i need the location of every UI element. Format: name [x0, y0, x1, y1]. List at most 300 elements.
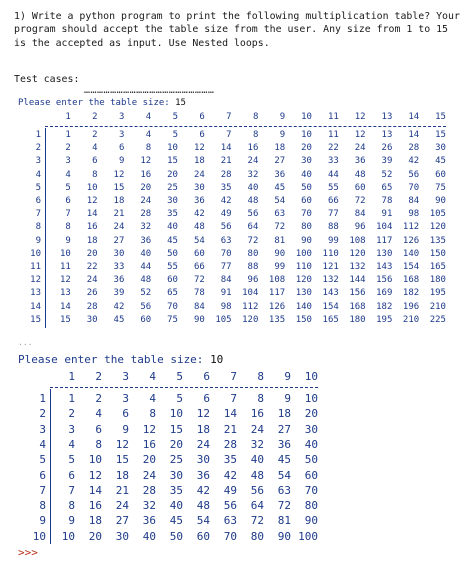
table-cell: 81: [277, 514, 291, 528]
table-cell: 30: [301, 156, 312, 167]
table-cell: 60: [140, 314, 152, 325]
column-header: 4: [149, 370, 156, 383]
table-cell: 2: [68, 407, 75, 421]
table-cell: 96: [247, 275, 259, 286]
table-cell: 44: [327, 169, 339, 180]
table-cell: 6: [199, 130, 205, 140]
table-cell: 72: [193, 275, 205, 286]
column-header: 2: [95, 370, 102, 383]
table-cell: 18: [115, 468, 129, 482]
table-cell: 56: [220, 222, 232, 233]
column-header: 9: [284, 370, 291, 383]
table-cell: 7: [226, 130, 232, 140]
table-cell: 104: [242, 288, 259, 299]
table-cell: 18: [88, 514, 102, 528]
table-cell: 66: [327, 196, 339, 206]
table-cell: 30: [196, 453, 210, 467]
table-cell: 150: [295, 314, 312, 325]
column-header: 10: [301, 112, 312, 122]
row-label: 4: [39, 437, 46, 451]
table-cell: 55: [327, 182, 339, 193]
table-cell: 24: [250, 422, 264, 436]
table-cell: 12: [140, 156, 152, 167]
table-cell: 14: [86, 209, 98, 220]
row-label: 13: [30, 288, 41, 299]
table-cell: 120: [429, 222, 446, 233]
table-cell: 60: [193, 248, 205, 259]
table-cell: 32: [140, 222, 152, 233]
table-cell: 27: [274, 156, 286, 167]
table-cell: 42: [113, 301, 125, 312]
table-cell: 18: [196, 422, 210, 436]
header-separator: [50, 387, 318, 388]
question-text: 1) Write a python program to print the following multiplication table? Your program should accept the table size from the user. Any size from 1 to 15 is the accepted as input. Use Nested loops.: [14, 11, 466, 49]
table-cell: 12: [86, 196, 98, 206]
table-cell: 140: [402, 248, 420, 259]
row-label: 9: [35, 235, 41, 246]
table-cell: 78: [193, 288, 205, 299]
column-header: 15: [435, 112, 446, 122]
table-cell: 99: [327, 235, 339, 246]
column-header: 5: [172, 112, 178, 122]
table-cell: 24: [193, 169, 205, 180]
table-cell: 165: [429, 262, 446, 272]
table-cell: 3: [118, 130, 125, 140]
table-cell: 66: [193, 262, 205, 272]
table-cell: 40: [247, 182, 259, 193]
table-cell: 20: [140, 182, 152, 193]
row-label: 9: [39, 514, 46, 528]
table-cell: 120: [242, 314, 259, 325]
table-cell: 28: [223, 437, 237, 451]
table-cell: 4: [95, 407, 102, 421]
table-cell: 120: [295, 275, 312, 286]
table-cell: 112: [242, 301, 259, 312]
table-cell: 165: [322, 314, 339, 325]
table-cell: 26: [381, 143, 393, 154]
table-cell: 3: [122, 392, 129, 405]
table-cell: 20: [88, 529, 102, 543]
table-cell: 91: [381, 209, 393, 220]
table-cell: 210: [402, 314, 420, 325]
table-cell: 39: [113, 288, 125, 299]
table-cell: 33: [113, 262, 125, 272]
row-label: 8: [35, 222, 41, 233]
table-cell: 49: [220, 209, 232, 220]
table-cell: 10: [88, 453, 102, 467]
table-cell: 72: [247, 235, 259, 246]
table-cell: 80: [250, 529, 264, 543]
console-screenshot-size-10: [14, 352, 414, 558]
table-cell: 32: [142, 499, 156, 513]
table-cell: 121: [322, 262, 339, 272]
row-label: 3: [35, 156, 41, 167]
python-repl-prompt: >>>: [18, 546, 38, 559]
table-cell: 70: [167, 301, 178, 312]
table-cell: 8: [257, 392, 264, 405]
table-cell: 108: [349, 235, 366, 246]
table-cell: 75: [435, 182, 446, 193]
size-prompt: Please enter the table size: 15: [18, 98, 186, 108]
table-cell: 15: [59, 314, 71, 325]
table-cell: 54: [193, 235, 205, 246]
table-cell: 65: [167, 288, 178, 299]
column-header: 13: [381, 112, 393, 122]
table-cell: 56: [140, 301, 152, 312]
table-cell: 30: [86, 314, 98, 325]
table-cell: 77: [327, 209, 339, 220]
table-cell: 10: [301, 130, 312, 140]
table-cell: 7: [65, 209, 71, 220]
table-cell: 35: [223, 453, 237, 467]
table-cell: 48: [140, 275, 152, 286]
table-cell: 20: [142, 453, 156, 467]
table-cell: 42: [220, 196, 232, 206]
table-cell: 9: [122, 422, 129, 436]
table-cell: 20: [169, 437, 183, 451]
table-cell: 90: [193, 314, 205, 325]
table-cell: 12: [59, 275, 71, 286]
table-cell: 14: [408, 130, 420, 140]
test-cases-label: Test cases:: [14, 74, 80, 85]
table-cell: 24: [115, 499, 129, 513]
table-cell: 90: [301, 235, 312, 246]
table-cell: 20: [167, 169, 178, 180]
row-label: 3: [39, 422, 46, 436]
table-cell: 88: [247, 262, 259, 272]
table-cell: 45: [167, 235, 178, 246]
table-cell: 18: [113, 196, 125, 206]
table-cell: 70: [408, 182, 420, 193]
table-cell: 90: [277, 529, 291, 543]
table-cell: 60: [304, 468, 318, 482]
column-header: 12: [354, 112, 366, 122]
row-label: 6: [35, 196, 41, 206]
table-cell: 45: [435, 156, 446, 167]
table-cell: 48: [193, 222, 205, 233]
table-cell: 8: [149, 407, 156, 421]
table-cell: 8: [145, 143, 152, 154]
table-cell: 81: [274, 235, 286, 246]
table-cell: 10: [169, 407, 183, 421]
table-cell: 28: [140, 209, 152, 220]
table-cell: 100: [298, 529, 318, 543]
table-cell: 196: [402, 301, 420, 312]
table-cell: 6: [92, 156, 98, 167]
table-cell: 45: [169, 514, 183, 528]
table-cell: 9: [118, 156, 125, 167]
table-cell: 40: [250, 453, 264, 467]
table-cell: 4: [92, 143, 98, 154]
size-value: 10: [210, 353, 224, 366]
table-cell: 7: [230, 392, 237, 405]
table-cell: 36: [274, 169, 286, 180]
table-cell: 105: [429, 209, 446, 220]
row-label: 15: [30, 314, 41, 325]
table-cell: 40: [167, 222, 178, 233]
table-cell: 35: [167, 209, 178, 220]
table-cell: 63: [223, 514, 237, 528]
table-cell: 12: [354, 130, 366, 140]
table-cell: 30: [115, 529, 129, 543]
table-cell: 36: [140, 235, 152, 246]
table-cell: 130: [295, 288, 312, 299]
table-cell: 50: [169, 529, 183, 543]
table-cell: 50: [304, 453, 318, 467]
table-cell: 36: [196, 468, 210, 482]
table-cell: 84: [408, 196, 420, 206]
table-cell: 65: [381, 182, 393, 193]
table-cell: 25: [167, 182, 178, 193]
table-cell: 36: [113, 275, 125, 286]
table-cell: 55: [167, 262, 178, 272]
table-cell: 60: [354, 182, 366, 193]
table-cell: 63: [220, 235, 232, 246]
table-cell: 110: [295, 262, 312, 272]
table-cell: 9: [284, 392, 291, 405]
table-cell: 4: [145, 130, 152, 140]
table-cell: 44: [140, 262, 152, 272]
table-cell: 105: [215, 314, 232, 325]
table-cell: 84: [220, 275, 232, 286]
console-screenshot-size-15: [14, 85, 459, 347]
row-label: 10: [30, 248, 41, 259]
table-cell: 20: [301, 143, 312, 154]
row-label: 14: [30, 301, 41, 312]
table-cell: 28: [86, 301, 98, 312]
table-cell: 1: [68, 392, 75, 405]
column-header: 7: [230, 370, 237, 383]
table-cell: 15: [169, 422, 183, 436]
table-cell: 9: [65, 235, 71, 246]
table-cell: 90: [304, 514, 318, 528]
table-cell: 70: [304, 483, 318, 497]
table-cell: 54: [196, 514, 210, 528]
table-cell: 2: [92, 130, 98, 140]
table-cell: 78: [381, 196, 393, 206]
table-cell: 84: [193, 301, 205, 312]
table-cell: 11: [59, 262, 71, 272]
table-cell: 63: [277, 483, 291, 497]
table-cell: 48: [354, 169, 366, 180]
table-cell: 2: [65, 143, 71, 154]
table-cell: 12: [115, 437, 129, 451]
table-cell: 13: [381, 130, 393, 140]
table-cell: 5: [172, 130, 178, 140]
table-cell: 27: [115, 514, 129, 528]
table-cell: 126: [268, 301, 286, 312]
table-cell: 32: [247, 169, 259, 180]
table-cell: 130: [376, 248, 393, 259]
table-cell: 30: [193, 182, 205, 193]
table-cell: 88: [327, 222, 339, 233]
table-cell: 4: [149, 392, 156, 405]
column-header: 8: [257, 370, 264, 383]
table-cell: 45: [277, 453, 291, 467]
table-cell: 48: [250, 468, 264, 482]
table-cell: 63: [274, 209, 286, 220]
column-header: 6: [199, 112, 205, 122]
table-cell: 210: [429, 301, 446, 312]
table-cell: 30: [167, 196, 178, 206]
row-label: 7: [35, 209, 41, 220]
table-cell: 12: [88, 468, 102, 482]
table-cell: 64: [247, 222, 259, 233]
size-value: 15: [175, 98, 186, 108]
table-cell: 72: [277, 499, 291, 513]
table-cell: 10: [59, 248, 71, 259]
table-cell: 16: [88, 499, 102, 513]
table-cell: 18: [277, 407, 291, 421]
table-cell: 112: [402, 222, 420, 233]
table-cell: 8: [95, 437, 102, 451]
table-cell: 6: [95, 422, 102, 436]
table-cell: 10: [167, 143, 178, 154]
table-cell: 156: [349, 288, 366, 299]
row-label: 6: [39, 468, 46, 482]
table-cell: 40: [142, 529, 156, 543]
table-cell: 15: [115, 453, 129, 467]
table-cell: 56: [247, 209, 259, 220]
column-header: 1: [65, 112, 71, 122]
table-cell: 9: [68, 514, 75, 528]
table-cell: 24: [142, 468, 156, 482]
table-cell: 30: [113, 248, 125, 259]
table-cell: 45: [113, 314, 125, 325]
ellipsis: ...: [18, 338, 33, 347]
column-header: 1: [68, 370, 75, 383]
table-cell: 8: [252, 130, 259, 140]
table-cell: 27: [277, 422, 291, 436]
table-cell: 30: [435, 143, 446, 154]
table-cell: 60: [167, 275, 178, 286]
table-cell: 96: [354, 222, 366, 233]
table-cell: 25: [169, 453, 183, 467]
table-cell: 90: [435, 196, 446, 206]
table-cell: 98: [408, 209, 420, 220]
table-cell: 154: [322, 301, 339, 312]
table-cell: 35: [169, 483, 183, 497]
table-cell: 24: [354, 143, 366, 154]
table-cell: 24: [113, 222, 125, 233]
table-cell: 80: [301, 222, 312, 233]
table-cell: 72: [354, 196, 366, 206]
table-cell: 20: [304, 407, 318, 421]
column-header: 14: [408, 112, 420, 122]
row-label: 4: [35, 169, 41, 180]
row-label: 2: [35, 143, 41, 154]
table-cell: 36: [193, 196, 205, 206]
table-cell: 143: [322, 288, 339, 299]
table-cell: 54: [274, 196, 286, 206]
table-cell: 6: [68, 468, 75, 482]
table-cell: 16: [86, 222, 98, 233]
table-cell: 60: [435, 169, 446, 180]
table-cell: 12: [142, 422, 156, 436]
table-cell: 195: [429, 288, 446, 299]
table-cell: 24: [86, 275, 98, 286]
table-cell: 110: [322, 248, 339, 259]
table-cell: 144: [349, 275, 366, 286]
row-label: 11: [30, 262, 41, 272]
table-cell: 36: [354, 156, 366, 167]
table-cell: 182: [402, 288, 420, 299]
table-cell: 6: [65, 196, 71, 206]
row-label: 1: [35, 130, 41, 140]
table-cell: 120: [349, 248, 366, 259]
table-cell: 20: [86, 248, 98, 259]
table-cell: 11: [327, 130, 339, 140]
table-cell: 42: [408, 156, 420, 167]
size-prompt: Please enter the table size: 10: [18, 353, 224, 366]
table-cell: 9: [279, 130, 286, 140]
table-cell: 42: [196, 483, 210, 497]
table-cell: 14: [59, 301, 71, 312]
table-cell: 132: [322, 275, 339, 286]
table-cell: 49: [223, 483, 237, 497]
column-header: 8: [252, 112, 259, 122]
column-header: 3: [118, 112, 125, 122]
table-cell: 1: [65, 130, 71, 140]
table-cell: 100: [295, 248, 312, 259]
table-cell: 12: [193, 143, 205, 154]
table-cell: 70: [301, 209, 312, 220]
table-cell: 22: [327, 143, 339, 154]
table-cell: 180: [349, 314, 366, 325]
cropped-line: ……………………………………………………: [84, 85, 215, 96]
header-separator: [45, 126, 446, 127]
table-cell: 42: [193, 209, 205, 220]
table-cell: 132: [349, 262, 366, 272]
table-cell: 54: [277, 468, 291, 482]
column-header: 5: [176, 370, 183, 383]
table-cell: 135: [268, 314, 286, 325]
table-cell: 14: [220, 143, 232, 154]
table-cell: 15: [167, 156, 178, 167]
table-cell: 6: [118, 143, 125, 154]
table-cell: 36: [142, 514, 156, 528]
table-cell: 7: [68, 483, 75, 497]
table-cell: 108: [268, 275, 286, 286]
table-cell: 104: [376, 222, 393, 233]
table-cell: 72: [274, 222, 286, 233]
table-cell: 225: [429, 314, 446, 325]
column-header: 11: [327, 112, 339, 122]
table-cell: 21: [113, 209, 125, 220]
table-cell: 70: [220, 248, 232, 259]
table-cell: 3: [68, 422, 75, 436]
table-cell: 84: [354, 209, 366, 220]
table-cell: 32: [250, 437, 264, 451]
table-cell: 40: [140, 248, 152, 259]
table-cell: 10: [61, 529, 75, 543]
table-cell: 12: [113, 169, 125, 180]
table-cell: 135: [429, 235, 446, 246]
table-cell: 40: [301, 169, 312, 180]
table-cell: 80: [247, 248, 259, 259]
table-cell: 16: [142, 437, 156, 451]
table-cell: 40: [304, 437, 318, 451]
table-cell: 98: [220, 301, 232, 312]
table-cell: 21: [220, 156, 232, 167]
table-cell: 168: [349, 301, 366, 312]
table-cell: 6: [122, 407, 129, 421]
table-cell: 99: [274, 262, 286, 272]
table-cell: 18: [274, 143, 286, 154]
table-cell: 168: [402, 275, 420, 286]
column-header: 6: [203, 370, 210, 383]
table-cell: 14: [223, 407, 237, 421]
